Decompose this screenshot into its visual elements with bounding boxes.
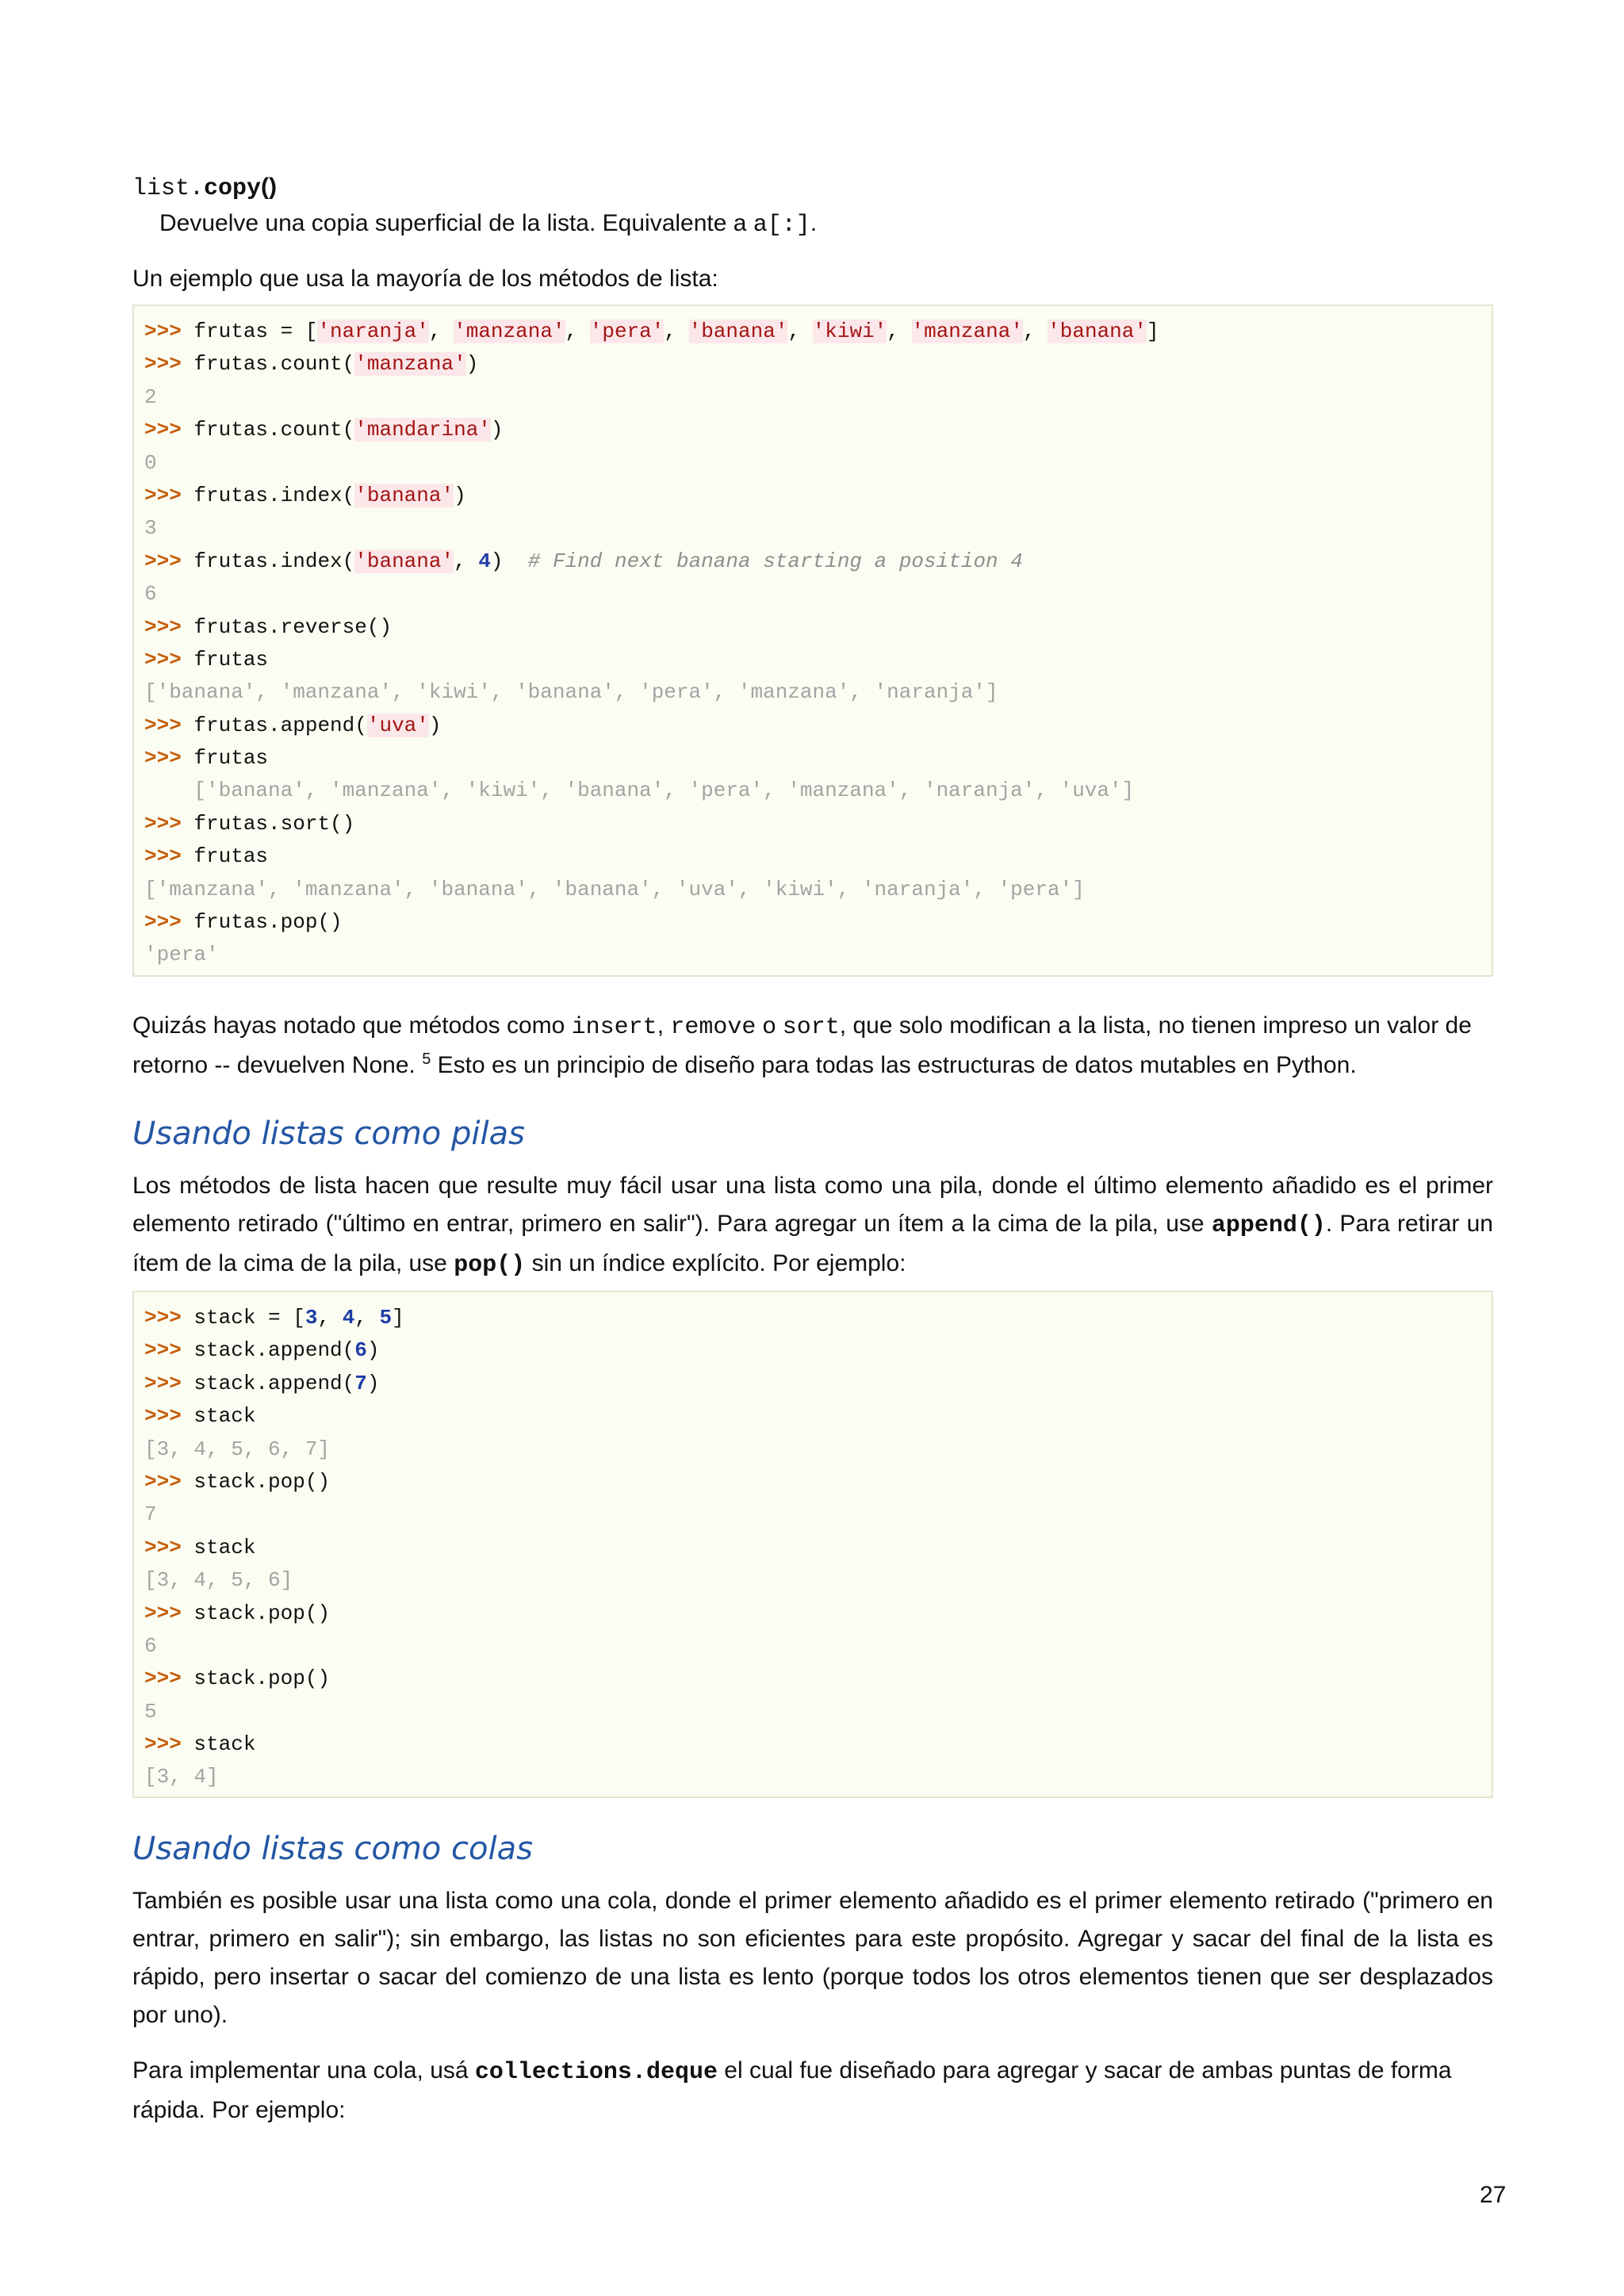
page-content	[132, 170, 1493, 2130]
heading-pilas: Usando listas como pilas	[132, 1115, 525, 1152]
code-output: 'pera'	[144, 943, 219, 967]
code-line: >>> frutas.pop()	[144, 910, 343, 935]
inline-code: collections.deque	[474, 2059, 718, 2086]
code-line: >>> frutas.reverse()	[144, 614, 393, 639]
code-line: >>> frutas	[144, 647, 269, 672]
code-line: >>> stack.pop()	[144, 1601, 331, 1625]
pilas-paragraph: Los métodos de lista hacen que resulte muy fácil usar una lista como una pila, donde el último elemento añadido es el primer elemento retirado ("último en entrar, primero en salir"). Para agregar un ítem a la cima de la pila, use append(). Para retirar un ítem de la cima de la pila, use pop() sin un índice explícito. Por ejemplo:	[132, 1173, 1493, 1279]
code-output: [3, 4, 5, 6]	[144, 1568, 293, 1593]
code-block-stack	[132, 1291, 1493, 1798]
code-output: 0	[144, 450, 157, 475]
code-output: 6	[144, 1633, 157, 1658]
code-line: >>> frutas.append('uva')	[144, 713, 442, 737]
code-line: >>> stack.append(7)	[144, 1371, 380, 1395]
code-output: 6	[144, 582, 157, 607]
code-output: 7	[144, 1502, 157, 1527]
page-number: 27	[1480, 2182, 1507, 2208]
code-line: >>> frutas.index('banana')	[144, 483, 466, 507]
code-line: >>> stack	[144, 1732, 256, 1757]
code-output: 3	[144, 516, 157, 541]
code-line: >>> frutas	[144, 746, 269, 771]
code-line: >>> stack	[144, 1535, 256, 1559]
method-prefix: list.	[132, 175, 205, 202]
code-output: 2	[144, 385, 157, 409]
code-output: ['banana', 'manzana', 'kiwi', 'banana', 'pera', 'manzana', 'naranja', 'uva']	[144, 779, 1135, 803]
code-line: >>> frutas.count('manzana')	[144, 352, 479, 377]
inline-code: insert	[571, 1014, 657, 1041]
mutable-methods-paragraph: Quizás hayas notado que métodos como insert, remove o sort, que solo modifican a la lista, no tienen impreso un valor de retorno -- devuelven None. $^5$ Esto es un principio de diseño para todas las estructuras de datos mutables en Python.	[132, 1012, 1472, 1078]
method-description: Devuelve una copia superficial de la lista. Equivalente a a[:].	[159, 210, 818, 239]
code-output: [3, 4, 5, 6, 7]	[144, 1437, 331, 1461]
code-output: ['manzana', 'manzana', 'banana', 'banana', 'uva', 'kiwi', 'naranja', 'pera']	[144, 877, 1085, 901]
code-line: >>> frutas.count('mandarina')	[144, 418, 504, 442]
method-parens: ()	[261, 174, 278, 200]
method-signature	[132, 170, 1493, 206]
method-name: copy	[204, 175, 262, 202]
code-output: ['banana', 'manzana', 'kiwi', 'banana', 'pera', 'manzana', 'naranja']	[144, 680, 998, 705]
heading-colas: Usando listas como colas	[132, 1831, 533, 1867]
code-line: >>> stack.pop()	[144, 1667, 331, 1691]
code-line: >>> frutas = ['naranja', 'manzana', 'pera', 'banana', 'kiwi', 'manzana', 'banana']	[144, 320, 1159, 343]
code-line: >>> stack.append(6)	[144, 1338, 380, 1363]
code-line: >>> frutas	[144, 844, 269, 869]
inline-code: a[:]	[753, 212, 810, 239]
code-output: 5	[144, 1699, 157, 1724]
colas-paragraph-1: También es posible usar una lista como una cola, donde el primer elemento añadido es el primer elemento retirado ("primero en entrar, primero en salir"); sin embargo, las listas no son eficientes para este propósito. Agregar y sacar del final de la lista es rápido, pero insertar o sacar del comienzo de una lista es lento (porque todos los otros elementos tienen que ser desplazados por uno).	[132, 1888, 1493, 2028]
footnote-ref-5[interactable]: 5	[422, 1050, 431, 1068]
code-line: >>> stack	[144, 1404, 256, 1429]
code-line: >>> stack.pop()	[144, 1469, 331, 1494]
code-line: >>> frutas.sort()	[144, 811, 355, 836]
code-line: >>> frutas.index('banana', 4) # Find next banana starting a position 4	[144, 549, 1023, 573]
intro-example-paragraph: Un ejemplo que usa la mayoría de los métodos de lista:	[132, 266, 718, 292]
code-output: [3, 4]	[144, 1765, 219, 1789]
code-line: >>> stack = [3, 4, 5]	[144, 1306, 404, 1330]
inline-code: remove	[670, 1014, 756, 1041]
colas-paragraph-2: Para implementar una cola, usá collections.deque el cual fue diseñado para agregar y sacar de ambas puntas de forma rápida. Por ejemplo:	[132, 2057, 1452, 2123]
code-block-list-methods	[132, 304, 1493, 977]
code-comment: # Find next banana starting a position 4	[527, 549, 1023, 573]
inline-code: pop()	[454, 1252, 526, 1279]
inline-code: append()	[1211, 1212, 1326, 1239]
inline-code: sort	[782, 1014, 840, 1041]
